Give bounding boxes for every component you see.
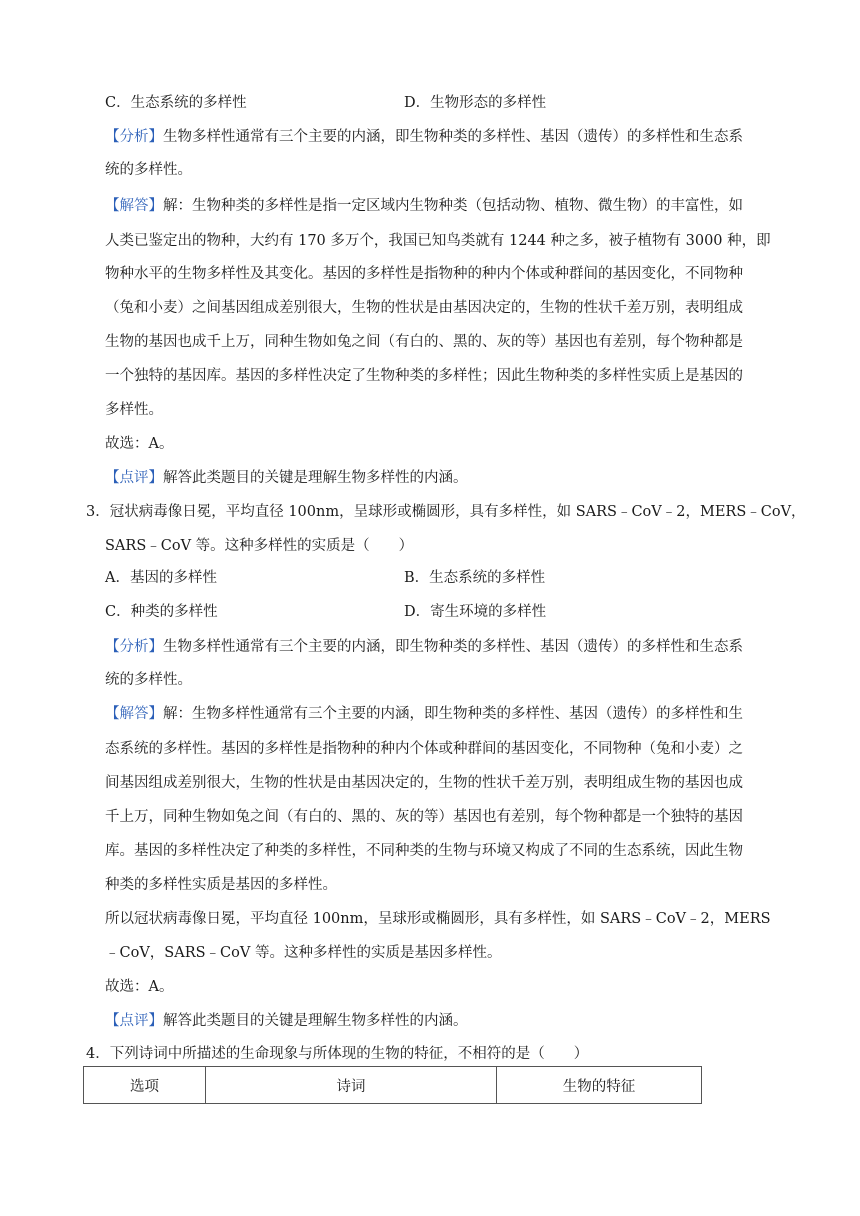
table-header-cell: 选项 bbox=[84, 1067, 206, 1104]
answer-tag: 【解答】 bbox=[105, 706, 163, 722]
q3-answer-line3: 间基因组成差别很大，生物的性状是由基因决定的，生物的性状千差万别，表明组成生物的基因也成 bbox=[105, 775, 743, 791]
q2-analysis-line2: 统的多样性。 bbox=[105, 162, 192, 178]
q2-answer-line1: 【解答】解：生物种类的多样性是指一定区域内生物种类（包括动物、植物、微生物）的丰富性，如 bbox=[105, 198, 743, 214]
table-header-row bbox=[84, 1067, 702, 1104]
q2-analysis-line1: 【分析】生物多样性通常有三个主要的内涵，即生物种类的多样性、基因（遗传）的多样性和生态系 bbox=[105, 129, 743, 145]
comment-tag: 【点评】 bbox=[105, 470, 163, 486]
table-header-cell: 诗词 bbox=[206, 1067, 497, 1104]
q3-answer-line1: 【解答】解：生物多样性通常有三个主要的内涵，即生物种类的多样性、基因（遗传）的多样性和生 bbox=[105, 706, 743, 722]
q2-answer-line2: 人类已鉴定出的物种，大约有 170 多万个，我国已知鸟类就有 1244 种之多，被子植物有 3000 种，即 bbox=[105, 233, 771, 249]
q4-table bbox=[83, 1066, 702, 1104]
q3-answer-line2: 态系统的多样性。基因的多样性是指物种的种内个体或种群间的基因变化，不同物种（兔和小麦）之 bbox=[105, 741, 743, 757]
q2-answer-line7: 多样性。 bbox=[105, 402, 163, 418]
q3-option-c: C．种类的多样性 bbox=[105, 604, 218, 620]
q3-option-d: D．寄生环境的多样性 bbox=[404, 604, 547, 620]
q3-answer-line8: ﹣CoV，SARS﹣CoV 等。这种多样性的实质是基因多样性。 bbox=[105, 945, 502, 961]
q3-stem-line2: SARS﹣CoV 等。这种多样性的实质是（ ） bbox=[105, 538, 414, 554]
q2-answer-line4: （兔和小麦）之间基因组成差别很大，生物的性状是由基因决定的，生物的性状千差万别，表明组成 bbox=[105, 300, 743, 316]
comment-tag: 【点评】 bbox=[105, 1013, 163, 1029]
q4-stem: 4．下列诗词中所描述的生命现象与所体现的生物的特征，不相符的是（ ） bbox=[86, 1046, 589, 1062]
analysis-tag: 【分析】 bbox=[105, 639, 163, 655]
answer-tag: 【解答】 bbox=[105, 198, 163, 214]
q2-answer-line6: 一个独特的基因库。基因的多样性决定了生物种类的多样性；因此生物种类的多样性实质上是基因的 bbox=[105, 368, 743, 384]
q2-option-d: D．生物形态的多样性 bbox=[404, 95, 547, 111]
q2-choice: 故选：A。 bbox=[105, 436, 174, 452]
q3-answer-line4: 千上万，同种生物如兔之间（有白的、黑的、灰的等）基因也有差别，每个物种都是一个独特的基因 bbox=[105, 809, 743, 825]
q2-option-c: C．生态系统的多样性 bbox=[105, 95, 247, 111]
q3-option-b: B．生态系统的多样性 bbox=[404, 570, 546, 586]
analysis-tag: 【分析】 bbox=[105, 129, 163, 145]
q3-stem-line1: 3．冠状病毒像日冕，平均直径 100nm，呈球形或椭圆形，具有多样性，如 SARS﹣CoV﹣2，MERS﹣CoV， bbox=[86, 504, 806, 520]
q3-answer-line6: 种类的多样性实质是基因的多样性。 bbox=[105, 877, 337, 893]
q2-answer-line5: 生物的基因也成千上万，同种生物如兔之间（有白的、黑的、灰的等）基因也有差别，每个物种都是 bbox=[105, 334, 743, 350]
q2-answer-line3: 物种水平的生物多样性及其变化。基因的多样性是指物种的种内个体或种群间的基因变化，不同物种 bbox=[105, 266, 743, 282]
q3-comment: 【点评】解答此类题目的关键是理解生物多样性的内涵。 bbox=[105, 1013, 468, 1029]
q3-choice: 故选：A。 bbox=[105, 979, 174, 995]
table-header-cell: 生物的特征 bbox=[497, 1067, 702, 1104]
q2-comment: 【点评】解答此类题目的关键是理解生物多样性的内涵。 bbox=[105, 470, 468, 486]
q3-option-a: A．基因的多样性 bbox=[105, 570, 217, 586]
q3-analysis-line2: 统的多样性。 bbox=[105, 672, 192, 688]
q3-answer-line7: 所以冠状病毒像日冕，平均直径 100nm，呈球形或椭圆形，具有多样性，如 SARS﹣CoV﹣2，MERS bbox=[105, 911, 771, 927]
q3-answer-line5: 库。基因的多样性决定了种类的多样性，不同种类的生物与环境又构成了不同的生态系统，因此生物 bbox=[105, 843, 743, 859]
q3-analysis-line1: 【分析】生物多样性通常有三个主要的内涵，即生物种类的多样性、基因（遗传）的多样性和生态系 bbox=[105, 639, 743, 655]
